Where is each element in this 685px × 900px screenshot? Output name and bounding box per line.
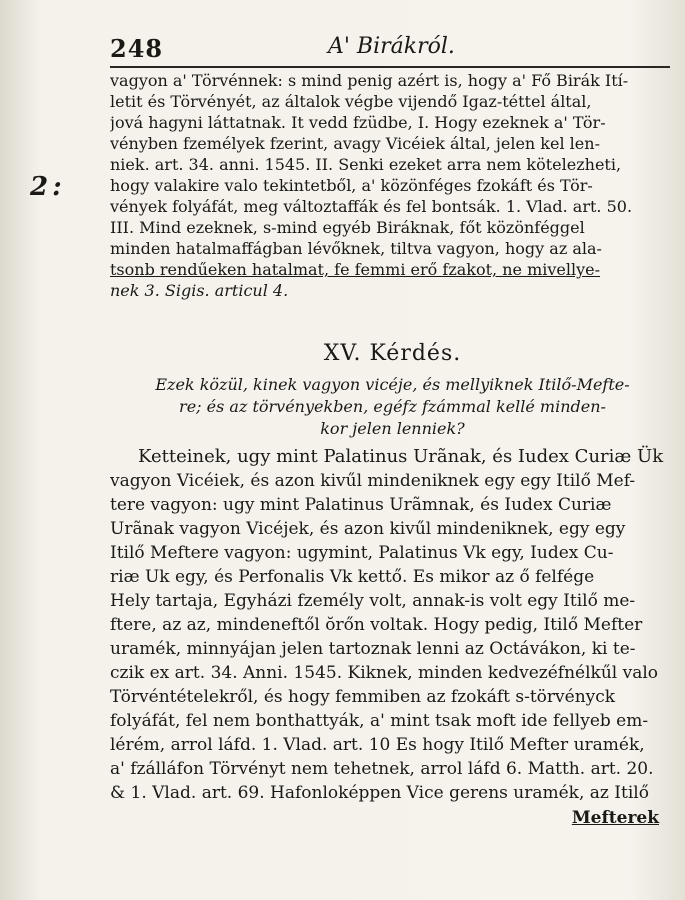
body-line: uramék, minnyájan jelen tartoznak lenni az Octávákon, ki te- [110,639,636,659]
body-line: folyáfát, fel nem bonthattyák, a' mint tsak moft ide fellyeb em- [110,711,649,731]
text-line: vagyon a' Törvénnek: s mind penig azért is, hogy a' Fő Birák Ití- [110,71,629,90]
body-line: riæ Uk egy, és Perfonalis Vk kettő. Es mikor az ő felfége [110,567,595,587]
question-text [110,374,675,440]
text-line: hogy valakire valo tekintetből, a' közönféges fzokáft és Tör- [110,176,593,195]
body-line: & 1. Vlad. art. 69. Hafonloképpen Vice gerens uramék, az Itilő [110,783,649,803]
text-line: vényben fzemélyek fzerint, avagy Vicéiek által, jelen kel len- [110,134,600,153]
question-line: re; és az törvényekben, egéfz fzámmal kellé minden- [179,397,606,416]
text-line: minden hatalmaffágban lévőknek, tiltva vagyon, hogy az ala- [110,239,602,258]
answer-paragraph [110,445,675,805]
text-line: letit és Törvényét, az általok végbe vijendő Igaz-téttel által, [110,92,592,111]
body-line: a' fzálláfon Törvényt nem tehetnek, arrol láfd 6. Matth. art. 20. [110,759,654,779]
text-line: III. Mind ezeknek, s-mind egyéb Biráknak, főt közönféggel [110,218,585,237]
running-title: A' Birákról. [328,34,455,59]
question-line: kor jelen lenniek? [320,419,465,438]
body-line: Itilő Meftere vagyon: ugymint, Palatinus Vk egy, Iudex Cu- [110,543,614,563]
body-line: tere vagyon: ugy mint Palatinus Urãmnak, és Iudex Curiæ [110,495,612,515]
page-header [110,30,670,64]
question-line: Ezek közül, kinek vagyon vicéje, és mellyiknek Itilő-Mefte- [155,375,630,394]
body-line: Urãnak vagyon Vicéjek, és azon kivűl mindeniknek, egy egy [110,519,626,539]
text-line: niek. art. 34. anni. 1545. II. Senki ezeket arra nem kötelezheti, [110,155,622,174]
text-line: tsonb rendűeken hatalmat, fe femmi erő fzakot, ne mivellye- [110,260,601,279]
body-line: lérém, arrol láfd. 1. Vlad. art. 10 Es hogy Itilő Mefter uramék, [110,735,645,755]
text-line: nek 3. Sigis. articul 4. [110,281,289,300]
catchword: Mefterek [571,808,659,828]
body-line: ftere, az az, mindeneftől ŏrőn voltak. Hogy pedig, Itilő Mefter [110,615,643,635]
margin-note: 2: [30,172,66,202]
text-line: vények folyáfát, meg változtaffák és fel bontsák. 1. Vlad. art. 50. [110,197,633,216]
body-line: Hely tartaja, Egyházi fzemély volt, annak-is volt egy Itilő me- [110,591,636,611]
body-line: Ketteinek, ugy mint Palatinus Urãnak, és Iudex Curiæ Ük [138,446,664,467]
text-line: jová hagyni láttatnak. It vedd fzüdbe, I. Hogy ezeknek a' Tör- [110,113,606,132]
page-number: 248 [110,34,164,63]
body-line: vagyon Vicéiek, és azon kivűl mindeniknek egy egy Itilő Mef- [110,471,636,491]
header-rule [110,66,670,68]
section-heading: XV. Kérdés. [323,341,462,366]
body-line: Törvéntételekről, és hogy femmiben az fzokáft s-törvényck [110,687,616,707]
body-line: czik ex art. 34. Anni. 1545. Kiknek, minden kedvezéfnélkűl valo [110,663,659,683]
top-paragraph [110,70,675,301]
